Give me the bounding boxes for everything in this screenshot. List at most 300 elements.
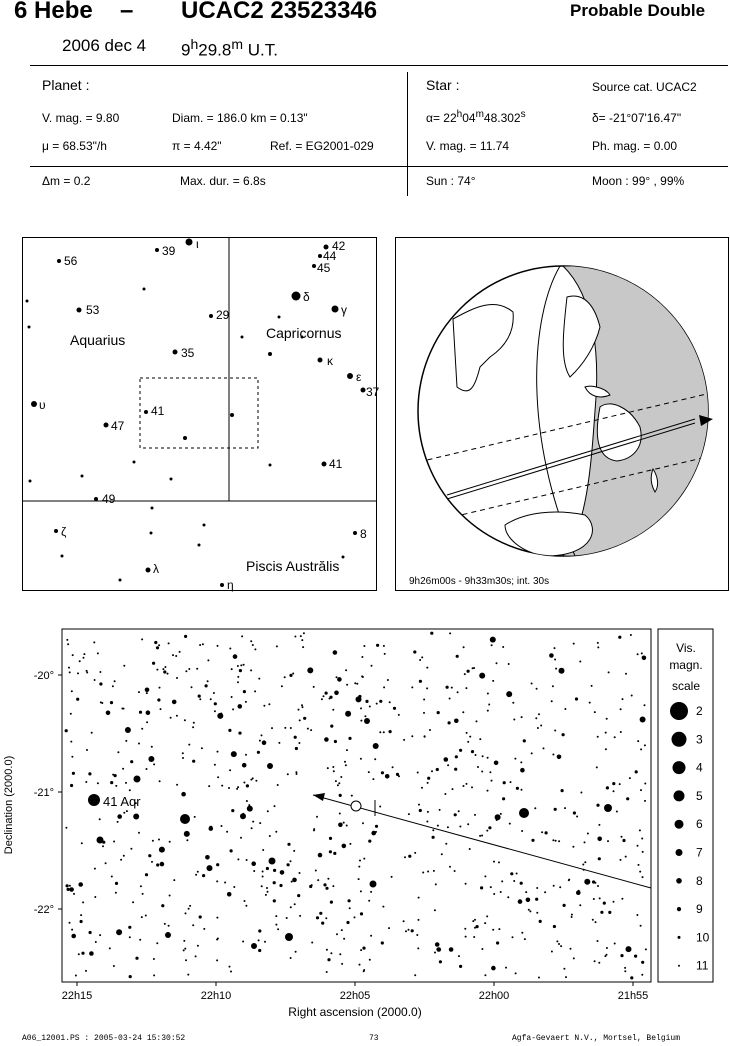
chart-star — [279, 884, 282, 887]
chart-star — [82, 901, 84, 903]
chart-star — [496, 819, 498, 821]
chart-star — [116, 929, 122, 935]
chart-star — [290, 727, 292, 729]
chart-star — [467, 670, 470, 673]
chart-star — [414, 974, 416, 976]
chart-star — [591, 685, 593, 687]
chart-star — [300, 635, 302, 637]
chart-star — [488, 826, 491, 829]
chart-star — [616, 811, 618, 813]
chart-star — [183, 949, 185, 951]
footer-org: Agfa-Gevaert N.V., Mortsel, Belgium — [512, 1034, 681, 1043]
chart-star — [78, 953, 80, 955]
chart-star — [332, 766, 334, 768]
chart-star — [130, 760, 133, 763]
chart-star — [83, 657, 85, 659]
chart-star — [348, 737, 351, 740]
chart-star — [188, 668, 190, 670]
chart-star — [455, 755, 458, 758]
chart-star — [486, 915, 488, 917]
chart-star — [427, 782, 429, 784]
chart-star — [458, 810, 460, 812]
chart-star — [142, 893, 144, 895]
chart-star — [317, 879, 319, 881]
chart-star — [307, 667, 313, 673]
chart-star — [101, 702, 103, 704]
chart-star — [89, 931, 92, 934]
chart-star — [405, 930, 407, 932]
chart-star — [363, 858, 365, 860]
chart-star — [454, 768, 457, 771]
chart-star — [571, 914, 573, 916]
scale-mag-label: 9 — [696, 902, 703, 917]
chart-star — [70, 784, 73, 787]
y-axis-label: Declination (2000.0) — [3, 755, 15, 855]
chart-star — [346, 749, 348, 751]
chart-star — [553, 925, 556, 928]
chart-star — [199, 915, 202, 918]
chart-star — [228, 729, 231, 732]
chart-star — [431, 770, 433, 772]
chart-star — [427, 777, 430, 780]
chart-star — [640, 748, 642, 750]
finder-star — [203, 524, 206, 527]
chart-star — [422, 872, 424, 874]
scale-dot — [675, 820, 684, 829]
chart-star — [343, 938, 345, 940]
chart-star — [538, 977, 540, 979]
chart-star — [262, 871, 264, 873]
chart-star — [333, 770, 335, 772]
chart-star — [374, 758, 376, 760]
chart-star — [159, 780, 161, 782]
finder-star-label: 49 — [102, 492, 116, 506]
chart-star — [516, 787, 519, 790]
chart-star — [232, 708, 234, 710]
chart-star — [148, 854, 151, 857]
chart-star — [231, 668, 233, 670]
chart-star — [641, 652, 643, 654]
chart-star — [269, 835, 271, 837]
scale-dot — [676, 878, 682, 884]
chart-star — [161, 904, 164, 907]
chart-star — [506, 691, 512, 697]
planet-diam: Diam. = 186.0 km = 0.13" — [172, 111, 308, 125]
chart-star — [597, 940, 599, 942]
chart-star — [637, 653, 639, 655]
star-dec: δ= -21°07'16.47" — [592, 111, 682, 125]
chart-star — [481, 948, 483, 950]
chart-star — [334, 691, 339, 696]
chart-star — [262, 849, 264, 851]
scale-mag-label: 2 — [696, 704, 703, 718]
finder-star — [318, 358, 323, 363]
chart-star — [160, 708, 162, 710]
chart-star — [630, 634, 632, 636]
chart-star — [141, 638, 143, 640]
chart-star — [86, 749, 88, 751]
chart-star — [250, 640, 252, 642]
chart-star — [139, 711, 142, 714]
chart-star — [202, 643, 204, 645]
chart-star — [250, 669, 252, 671]
main-star-chart — [0, 620, 730, 1025]
ra-tick-label: 22h05 — [339, 990, 371, 1002]
chart-star — [339, 953, 341, 955]
chart-star — [487, 710, 489, 712]
chart-star — [596, 766, 598, 768]
chart-star — [160, 862, 165, 867]
chart-star — [607, 840, 609, 842]
chart-star — [259, 822, 261, 824]
chart-star — [97, 782, 99, 784]
chart-star — [360, 758, 362, 760]
chart-star — [302, 646, 304, 648]
scale-dot — [676, 849, 683, 856]
chart-star — [111, 876, 113, 878]
chart-star — [299, 872, 301, 874]
chart-star — [245, 754, 247, 756]
chart-star — [205, 684, 208, 687]
chart-star — [264, 941, 266, 943]
star-source: Source cat. UCAC2 — [592, 80, 697, 94]
chart-star — [471, 750, 474, 753]
chart-star — [70, 713, 72, 715]
chart-star — [257, 751, 260, 754]
chart-star — [138, 832, 140, 834]
chart-star — [243, 690, 246, 693]
chart-star — [510, 872, 513, 875]
scale-dot — [678, 936, 681, 939]
chart-star — [491, 780, 493, 782]
chart-star — [296, 773, 298, 775]
chart-star — [184, 948, 186, 950]
finder-star-label: 47 — [111, 419, 125, 433]
chart-star — [216, 917, 218, 919]
chart-star — [584, 841, 586, 843]
chart-star — [500, 891, 502, 893]
chart-star — [432, 836, 435, 839]
chart-star — [553, 885, 555, 887]
planet-ref: Ref. = EG2001-029 — [270, 139, 374, 153]
finder-star — [173, 350, 178, 355]
footer-page: 73 — [369, 1034, 379, 1043]
chart-star — [229, 648, 231, 650]
chart-star — [358, 695, 361, 698]
chart-star — [65, 827, 67, 829]
chart-star — [284, 676, 286, 678]
chart-star — [227, 892, 232, 897]
chart-star — [441, 853, 443, 855]
chart-star — [472, 667, 474, 669]
chart-star — [156, 863, 159, 866]
chart-star — [199, 644, 201, 646]
chart-star — [246, 784, 249, 787]
chart-star — [231, 809, 234, 812]
chart-star — [112, 685, 114, 687]
chart-star — [95, 941, 97, 943]
max-duration: Max. dur. = 6.8s — [180, 174, 266, 188]
chart-star — [115, 785, 117, 787]
chart-star — [489, 771, 491, 773]
chart-star — [237, 858, 239, 860]
chart-star — [552, 685, 554, 687]
chart-star — [512, 936, 514, 938]
dec-tick-label: -22° — [33, 904, 54, 916]
chart-star — [123, 855, 125, 857]
chart-star — [189, 905, 191, 907]
finder-star — [312, 264, 316, 268]
chart-star — [158, 839, 160, 841]
chart-star — [325, 917, 327, 919]
chart-star — [640, 717, 646, 723]
chart-star — [207, 865, 213, 871]
chart-star — [564, 708, 566, 710]
finder-star — [170, 478, 173, 481]
chart-star — [473, 936, 475, 938]
chart-star — [106, 711, 111, 716]
chart-star — [476, 720, 478, 722]
chart-star — [255, 780, 257, 782]
chart-star — [182, 752, 184, 754]
chart-star — [642, 876, 644, 878]
chart-star — [379, 806, 381, 808]
ra-tick-label: 22h00 — [478, 990, 510, 1002]
chart-star — [271, 727, 273, 729]
chart-star — [267, 763, 273, 769]
chart-star — [184, 719, 186, 721]
chart-star — [67, 888, 70, 891]
finder-star-label: 37 — [366, 385, 380, 399]
chart-star — [469, 848, 471, 850]
chart-star — [75, 975, 77, 977]
finder-star-label: λ — [153, 562, 159, 576]
chart-star — [375, 831, 377, 833]
chart-star — [294, 636, 296, 638]
chart-star — [170, 717, 172, 719]
chart-star — [126, 810, 128, 812]
chart-star — [197, 945, 199, 947]
chart-star — [233, 886, 235, 888]
chart-star — [349, 843, 351, 845]
chart-star — [268, 703, 270, 705]
chart-star — [604, 955, 606, 957]
chart-star — [139, 939, 141, 941]
chart-star — [361, 656, 363, 658]
chart-star — [132, 901, 134, 903]
chart-star — [557, 755, 562, 760]
chart-star — [614, 736, 616, 738]
chart-star — [389, 701, 391, 703]
chart-star — [307, 728, 309, 730]
chart-star — [239, 669, 242, 672]
finder-star-label: ι — [196, 237, 199, 251]
chart-star — [252, 821, 254, 823]
finder-star — [318, 254, 322, 258]
chart-star — [334, 740, 337, 743]
chart-star — [536, 688, 538, 690]
chart-star — [479, 738, 481, 740]
chart-star — [351, 795, 353, 797]
chart-star — [644, 704, 646, 706]
chart-star — [360, 707, 362, 709]
chart-star — [487, 757, 489, 759]
globe-caption: 9h26m00s - 9h33m30s; int. 30s — [409, 576, 550, 587]
chart-star — [368, 840, 371, 843]
chart-star — [248, 804, 250, 806]
chart-star — [290, 957, 292, 959]
chart-star — [216, 959, 218, 961]
chart-star — [313, 686, 315, 688]
chart-star — [192, 760, 195, 763]
chart-star — [173, 879, 175, 881]
chart-star — [480, 886, 483, 889]
finder-star — [183, 436, 187, 440]
chart-star — [266, 887, 268, 889]
chart-star — [318, 853, 323, 858]
chart-star — [299, 915, 301, 917]
chart-star — [236, 788, 238, 790]
chart-star — [229, 966, 231, 968]
chart-star — [238, 732, 241, 735]
chart-star — [230, 849, 233, 852]
chart-star — [629, 777, 631, 779]
chart-star — [474, 814, 476, 816]
chart-star — [414, 852, 416, 854]
chart-star — [302, 706, 304, 708]
chart-star — [207, 680, 209, 682]
chart-star — [284, 727, 286, 729]
chart-star — [580, 792, 582, 794]
finder-star-label: 41 — [151, 404, 165, 418]
chart-star — [128, 926, 131, 929]
chart-star — [330, 725, 333, 728]
chart-star — [337, 784, 339, 786]
chart-star — [444, 757, 449, 762]
chart-star — [493, 861, 495, 863]
chart-star — [508, 663, 510, 665]
chart-star — [242, 941, 244, 943]
chart-star — [598, 962, 600, 964]
chart-star — [195, 955, 197, 957]
chart-star — [481, 835, 483, 837]
chart-star — [436, 948, 438, 950]
chart-star — [267, 891, 269, 893]
finder-star — [143, 288, 146, 291]
chart-star — [500, 813, 502, 815]
chart-star — [133, 814, 139, 820]
chart-star — [152, 662, 155, 665]
chart-star — [418, 897, 420, 899]
chart-star — [115, 892, 117, 894]
constellation-aquarius: Aquarius — [70, 332, 126, 348]
chart-star — [492, 680, 494, 682]
dec-tick-labels — [34, 670, 62, 916]
chart-star — [180, 814, 190, 824]
chart-star — [626, 797, 629, 800]
chart-star — [229, 769, 231, 771]
chart-star — [448, 721, 451, 724]
chart-star — [578, 890, 580, 892]
chart-star — [521, 830, 523, 832]
chart-star — [329, 696, 332, 699]
chart-star — [341, 963, 343, 965]
chart-star — [382, 906, 384, 908]
chart-star — [291, 881, 293, 883]
chart-star — [644, 783, 646, 785]
chart-star — [89, 951, 94, 956]
chart-star — [558, 943, 560, 945]
chart-star — [642, 851, 644, 853]
chart-star — [637, 845, 639, 847]
chart-star — [188, 908, 190, 910]
chart-star — [426, 667, 428, 669]
chart-star — [368, 900, 370, 902]
divider-mid — [30, 166, 728, 167]
chart-star — [114, 680, 116, 682]
chart-star — [243, 664, 245, 666]
chart-star — [641, 838, 643, 840]
chart-star — [563, 968, 565, 970]
chart-star — [531, 839, 534, 842]
chart-star — [592, 880, 595, 883]
chart-star — [123, 708, 125, 710]
chart-star — [488, 704, 490, 706]
chart-star — [169, 895, 171, 897]
finder-star-label: κ — [327, 354, 333, 368]
chart-star — [117, 751, 119, 753]
chart-star — [437, 825, 439, 827]
chart-star — [313, 828, 315, 830]
finder-star — [278, 316, 281, 319]
chart-star — [419, 659, 421, 661]
chart-star — [240, 837, 242, 839]
chart-star — [484, 875, 486, 877]
finder-star — [94, 497, 98, 501]
chart-star — [332, 709, 334, 711]
chart-star — [622, 839, 625, 842]
chart-star — [299, 719, 301, 721]
finder-star — [81, 475, 84, 478]
chart-star — [301, 704, 303, 706]
chart-star — [184, 831, 190, 837]
chart-star — [358, 866, 360, 868]
divider-vertical — [407, 72, 408, 196]
chart-star — [134, 776, 141, 783]
chart-star — [457, 691, 459, 693]
chart-star — [621, 836, 623, 838]
chart-star — [237, 681, 239, 683]
ra-tick-label: 21h55 — [617, 990, 649, 1002]
chart-star — [110, 701, 113, 704]
chart-star — [245, 701, 247, 703]
finder-star-label: 53 — [86, 303, 100, 317]
chart-star — [285, 933, 293, 941]
scale-mag-label: 4 — [696, 760, 703, 775]
chart-star — [323, 883, 326, 886]
chart-star — [413, 650, 416, 653]
chart-star — [561, 668, 563, 670]
chart-star — [641, 974, 643, 976]
chart-star — [528, 909, 530, 911]
chart-star — [383, 731, 385, 733]
chart-star — [217, 751, 219, 753]
chart-star — [526, 898, 531, 903]
finder-chart — [22, 237, 380, 592]
finder-star — [77, 308, 82, 313]
chart-star — [258, 678, 260, 680]
chart-star — [625, 856, 627, 858]
